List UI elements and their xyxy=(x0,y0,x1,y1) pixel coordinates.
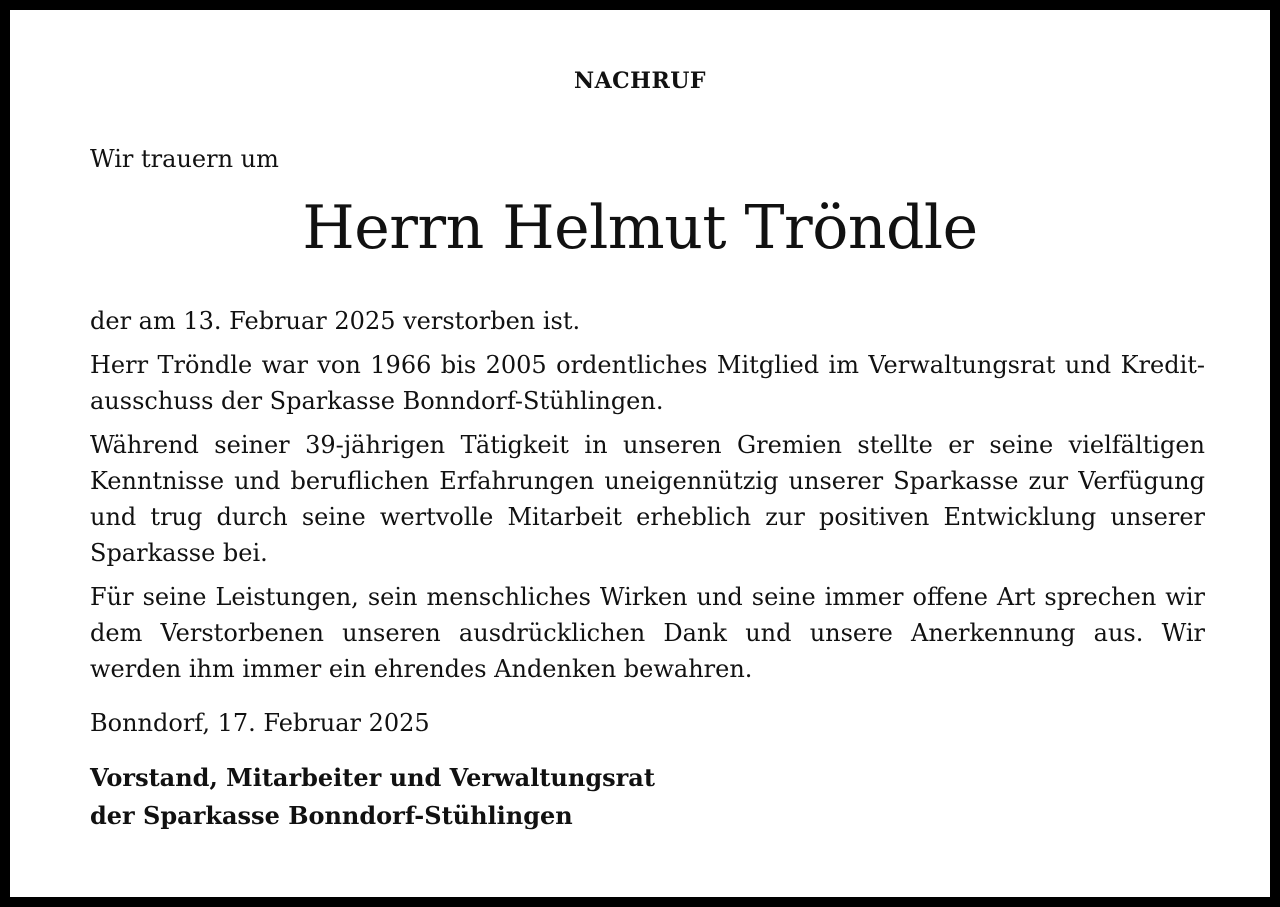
gratitude-paragraph: Für seine Leistungen, sein menschliches Wirken und seine immer offene Art sprechen wir dem Verstorbenen unseren ausdrücklichen Dank und unsere Anerkennung aus. Wir werden ihm immer ein ehrendes Andenken bewahren. xyxy=(90,583,1205,683)
death-date-paragraph: der am 13. Februar 2025 verstorben ist. xyxy=(90,307,581,335)
notice-heading: NACHRUF xyxy=(573,68,707,94)
notice-body xyxy=(90,303,1205,835)
signature-line-1: Vorstand, Mitarbeiter und Verwaltungsrat xyxy=(90,763,655,792)
deceased-name: Herrn Helmut Tröndle xyxy=(302,193,978,263)
membership-paragraph: Herr Tröndle war von 1966 bis 2005 ordentliches Mitglied im Verwaltungsrat und Kreditausschuss der Sparkasse Bonndorf-Stühlingen. xyxy=(90,351,1205,415)
place-date: Bonndorf, 17. Februar 2025 xyxy=(90,709,430,737)
signature-block xyxy=(90,759,1205,835)
contribution-paragraph: Während seiner 39-jährigen Tätigkeit in unseren Gremien stellte er seine vielfältigen Kenntnisse und beruflichen Erfahrungen uneigennützig unserer Sparkasse zur Verfügung und trug durch seine wertvolle Mitarbeit erheblich zur positiven Entwicklung unserer Sparkasse bei. xyxy=(90,431,1205,567)
signature-line-2: der Sparkasse Bonndorf-Stühlingen xyxy=(90,801,573,830)
intro-text: Wir trauern um xyxy=(90,145,279,173)
